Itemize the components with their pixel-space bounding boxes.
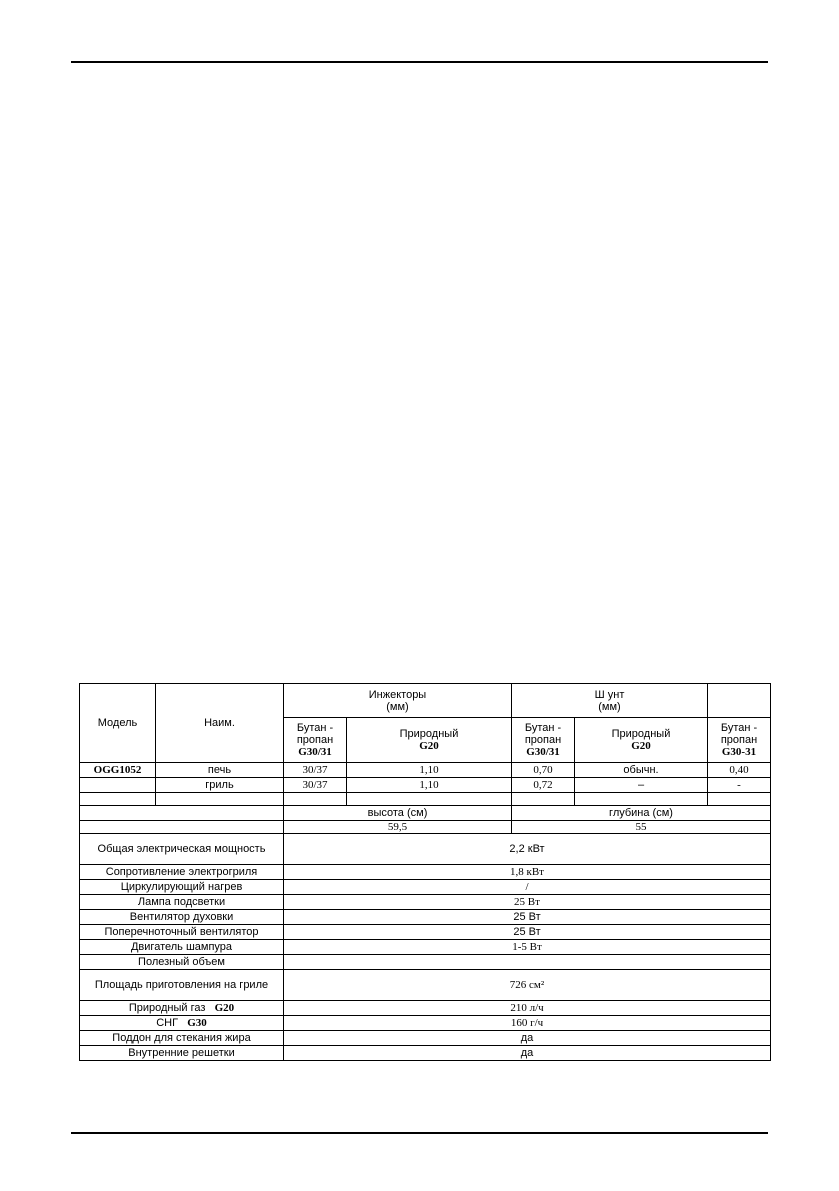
spec-value: да [284,1046,771,1061]
cell-inj-natural: 1,10 [347,763,512,778]
height-label: высота (см) [284,806,512,821]
spec-row [80,955,771,970]
cell-shunt-butane: 0,70 [512,763,575,778]
header-name: Наим. [156,684,284,763]
butane-line1: Бутан - [296,722,334,734]
spec-row [80,940,771,955]
spec-value: 25 Вт [284,910,771,925]
table-row [80,778,771,793]
spec-row [80,1031,771,1046]
cell-model [80,778,156,793]
depth-label: глубина (см) [512,806,771,821]
spec-label: Внутренние решетки [80,1046,284,1061]
spec-label: Циркулирующий нагрев [80,880,284,895]
spec-row [80,834,771,865]
spec-label: Полезный объем [80,955,284,970]
cell-shunt-butane: 0,72 [512,778,575,793]
spec-label: Вентилятор духовки [80,910,284,925]
dimensions-value-row [80,821,771,834]
cell-shunt-natural: обычн. [575,763,708,778]
spec-row [80,910,771,925]
spec-label-text: СНГ [156,1017,179,1029]
cell-inj-butane: 30/37 [284,763,347,778]
butane-code: G30/31 [298,746,332,758]
spec-row [80,865,771,880]
header-inj-butane [284,718,347,763]
spec-value: 160 г/ч [284,1016,771,1031]
spec-label-code: G30 [187,1017,207,1029]
cell-extra: - [708,778,771,793]
dimensions-header-row [80,806,771,821]
cell-extra: 0,40 [708,763,771,778]
depth-value: 55 [512,821,771,834]
cell-model: OGG1052 [80,763,156,778]
spec-label: Двигатель шампура [80,940,284,955]
spec-value: 25 Вт [284,925,771,940]
spec-label [80,1016,284,1031]
butane-code: G30-31 [721,746,757,758]
spec-label-code: G20 [214,1002,235,1014]
spec-label: Поперечноточный вентилятор [80,925,284,940]
cell-inj-butane: 30/37 [284,778,347,793]
butane-line2: пропан [296,734,334,746]
cell-shunt-natural: – [575,778,708,793]
spec-row [80,970,771,1001]
butane-line1: Бутан - [720,722,758,734]
height-value: 59,5 [284,821,512,834]
spec-value: 1-5 Вт [284,940,771,955]
spec-row [80,880,771,895]
butane-line2: пропан [524,734,562,746]
header-shunt-butane [512,718,575,763]
butane-line1: Бутан - [524,722,562,734]
spec-label [80,1001,284,1016]
natural-code: G20 [631,740,651,752]
butane-line2: пропан [720,734,758,746]
header-injectors [284,684,512,718]
dimensions-blank [80,806,284,821]
header-empty [708,684,771,718]
header-model: Модель [80,684,156,763]
spec-label-text: Природный газ [128,1002,206,1014]
injectors-label: Инжекторы [368,688,427,701]
spec-row [80,1001,771,1016]
footer-rule [71,1132,768,1134]
table-row [80,763,771,778]
spec-table [79,683,771,1061]
spec-value: да [284,1031,771,1046]
spec-value: 2,2 кВт [284,834,771,865]
cell-inj-natural: 1,10 [347,778,512,793]
header-shunt [512,684,708,718]
spec-row [80,1016,771,1031]
header-inj-natural [347,718,512,763]
spec-row [80,895,771,910]
spec-value: 1,8 кВт [284,865,771,880]
table-row-empty [80,793,771,806]
natural-line1: Природный [399,728,459,740]
butane-code: G30/31 [526,746,560,758]
cell-name: печь [156,763,284,778]
spec-value: 210 л/ч [284,1001,771,1016]
spec-row [80,925,771,940]
spec-value: / [284,880,771,895]
natural-line1: Природный [611,728,671,740]
dimensions-blank [80,821,284,834]
spec-value: 25 Вт [284,895,771,910]
shunt-unit: (мм) [598,700,621,713]
header-shunt-natural [575,718,708,763]
spec-value [284,955,771,970]
natural-code: G20 [419,740,439,752]
header-extra-butane [708,718,771,763]
spec-row [80,1046,771,1061]
spec-label: Общая электрическая мощность [80,834,284,865]
cell-name: гриль [156,778,284,793]
spec-label: Поддон для стекания жира [80,1031,284,1046]
injectors-unit: (мм) [386,700,409,713]
spec-label: Сопротивление электрогриля [80,865,284,880]
spec-value: 726 см² [284,970,771,1001]
header-rule [71,61,768,63]
shunt-label: Ш унт [594,688,625,701]
spec-label: Лампа подсветки [80,895,284,910]
spec-label: Площадь приготовления на гриле [80,970,284,1001]
